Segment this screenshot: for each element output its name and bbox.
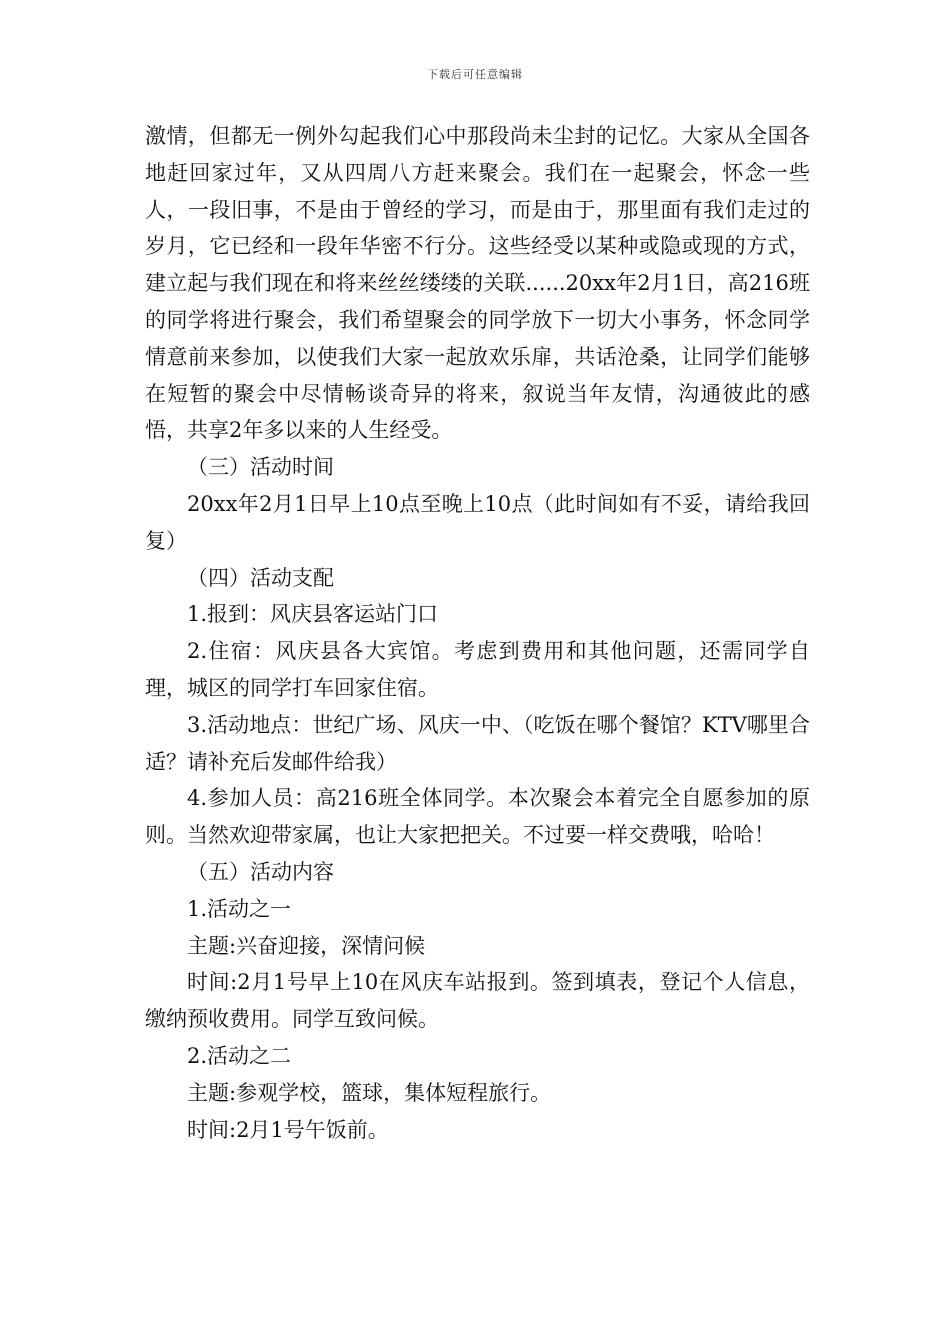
- paragraph-intro: 激情，但都无一例外勾起我们心中那段尚未尘封的记忆。大家从全国各地赶回家过年，又从四周八方赶来聚会。我们在一起聚会，怀念一些人，一段旧事，不是由于曾经的学习，而是由于，那里面有我们走过的岁月，它已经和一段年华密不行分。这些经受以某种或隐或现的方式，建立起与我们现在和将来丝丝缕缕的关联......20xx年2月1日，高216班的同学将进行聚会，我们希望聚会的同学放下一切大小事务，怀念同学情意前来参加，以使我们大家一起放欢乐扉，共话沧桑，让同学们能够在短暂的聚会中尽情畅谈奇异的将来，叙说当年友情，沟通彼此的感悟，共享2年多以来的人生经受。: [145, 124, 810, 443]
- item-participants: 4.参加人员：高216班全体同学。本次聚会本着完全自愿参加的原则。当然欢迎带家属，也让大家把把关。不过要一样交费哦，哈哈！: [145, 786, 810, 848]
- paragraph-activity-time: 20xx年2月1日早上10点至晚上10点（此时间如有不妥，请给我回复）: [145, 491, 810, 553]
- activity-one-time: 时间:2月1号早上10在风庆车站报到。签到填表，登记个人信息，缴纳预收费用。同学互致问候。: [145, 970, 810, 1032]
- item-check-in: 1.报到：风庆县客运站门口: [187, 602, 439, 627]
- activity-two-theme: 主题:参观学校，篮球，集体短程旅行。: [187, 1080, 552, 1105]
- heading-activity-time: （三）活动时间: [187, 455, 334, 480]
- activity-one-theme: 主题:兴奋迎接，深情问候: [187, 933, 426, 958]
- item-venue: 3.活动地点：世纪广场、风庆一中、（吃饭在哪个餐馆？KTV哪里合适？请补充后发邮件给我）: [145, 712, 810, 774]
- heading-activity-arrangement: （四）活动支配: [187, 565, 334, 590]
- activity-one-title: 1.活动之一: [187, 896, 292, 921]
- heading-activity-content: （五）活动内容: [187, 859, 334, 884]
- page-header-note: 下载后可任意编辑: [427, 68, 523, 81]
- document-body: [145, 118, 810, 1148]
- activity-two-time: 时间:2月1号午饭前。: [187, 1117, 389, 1142]
- activity-two-title: 2.活动之二: [187, 1043, 292, 1068]
- item-accommodation: 2.住宿：风庆县各大宾馆。考虑到费用和其他问题，还需同学自理，城区的同学打车回家住宿。: [145, 639, 810, 700]
